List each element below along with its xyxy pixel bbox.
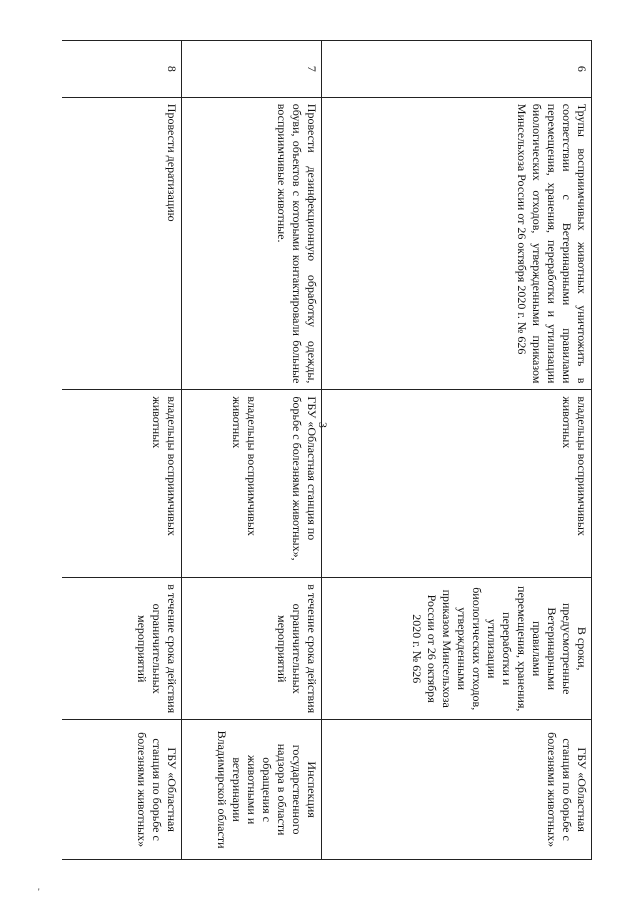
- deadline-cell: в течение срока действия ограничительных мероприятий: [182, 578, 322, 720]
- measure-cell: Трупы восприимчивых животных уничтожить в соответствии с Ветеринарными правилами перемещения, хранения, переработки и утилизации биологических отходов, утвержденными приказом Минсельхоза России от 26 октября 2020 г. № 626: [322, 97, 592, 390]
- responsible-cell: Инспекция государственного надзора в области обращения с животными и ветеринарии Владимирской области: [182, 720, 322, 860]
- measures-table: [62, 40, 592, 860]
- row-number: 8: [62, 41, 182, 98]
- executor-text: ГБУ «Областная станция по борьбе с болезнями животных»,: [290, 396, 319, 561]
- table-row: [62, 41, 182, 860]
- executor-text: владельцы восприимчивых животных: [150, 396, 179, 536]
- measure-cell: Провести дератизацию: [62, 97, 182, 390]
- deadline-cell: в течение срока действия ограничительных мероприятий: [62, 578, 182, 720]
- margin-mark: ': [38, 887, 40, 897]
- responsible-cell: ГБУ «Областная станция по борьбе с болезнями животных»: [62, 720, 182, 860]
- rotated-table-area: [62, 40, 592, 860]
- executor-cell: [62, 390, 182, 578]
- table-row: [322, 41, 592, 860]
- row-number: 6: [322, 41, 592, 98]
- table-row: [182, 41, 322, 860]
- executor-cell: [182, 390, 322, 578]
- executor-cell: [322, 390, 592, 578]
- measures-table-wrapper: [62, 40, 592, 860]
- executor-text: владельцы восприимчивых животных: [230, 396, 259, 536]
- executor-text: владельцы восприимчивых животных: [560, 396, 589, 536]
- responsible-cell: ГБУ «Областная станция по борьбе с болезнями животных»: [322, 720, 592, 860]
- page-number: 3: [316, 422, 330, 428]
- row-number: 7: [182, 41, 322, 98]
- measure-cell: Провести дезинфекционную обработку одежды, обуви, объектов с которыми контактировали больные восприимчивые животные.: [182, 97, 322, 390]
- deadline-cell: В сроки, предусмотренные Ветеринарными правилами перемещения, хранения, переработки и утилизации биологических отходов, утвержденными приказом Минсельхоза России от 26 октября 2020 г. № 626: [322, 578, 592, 720]
